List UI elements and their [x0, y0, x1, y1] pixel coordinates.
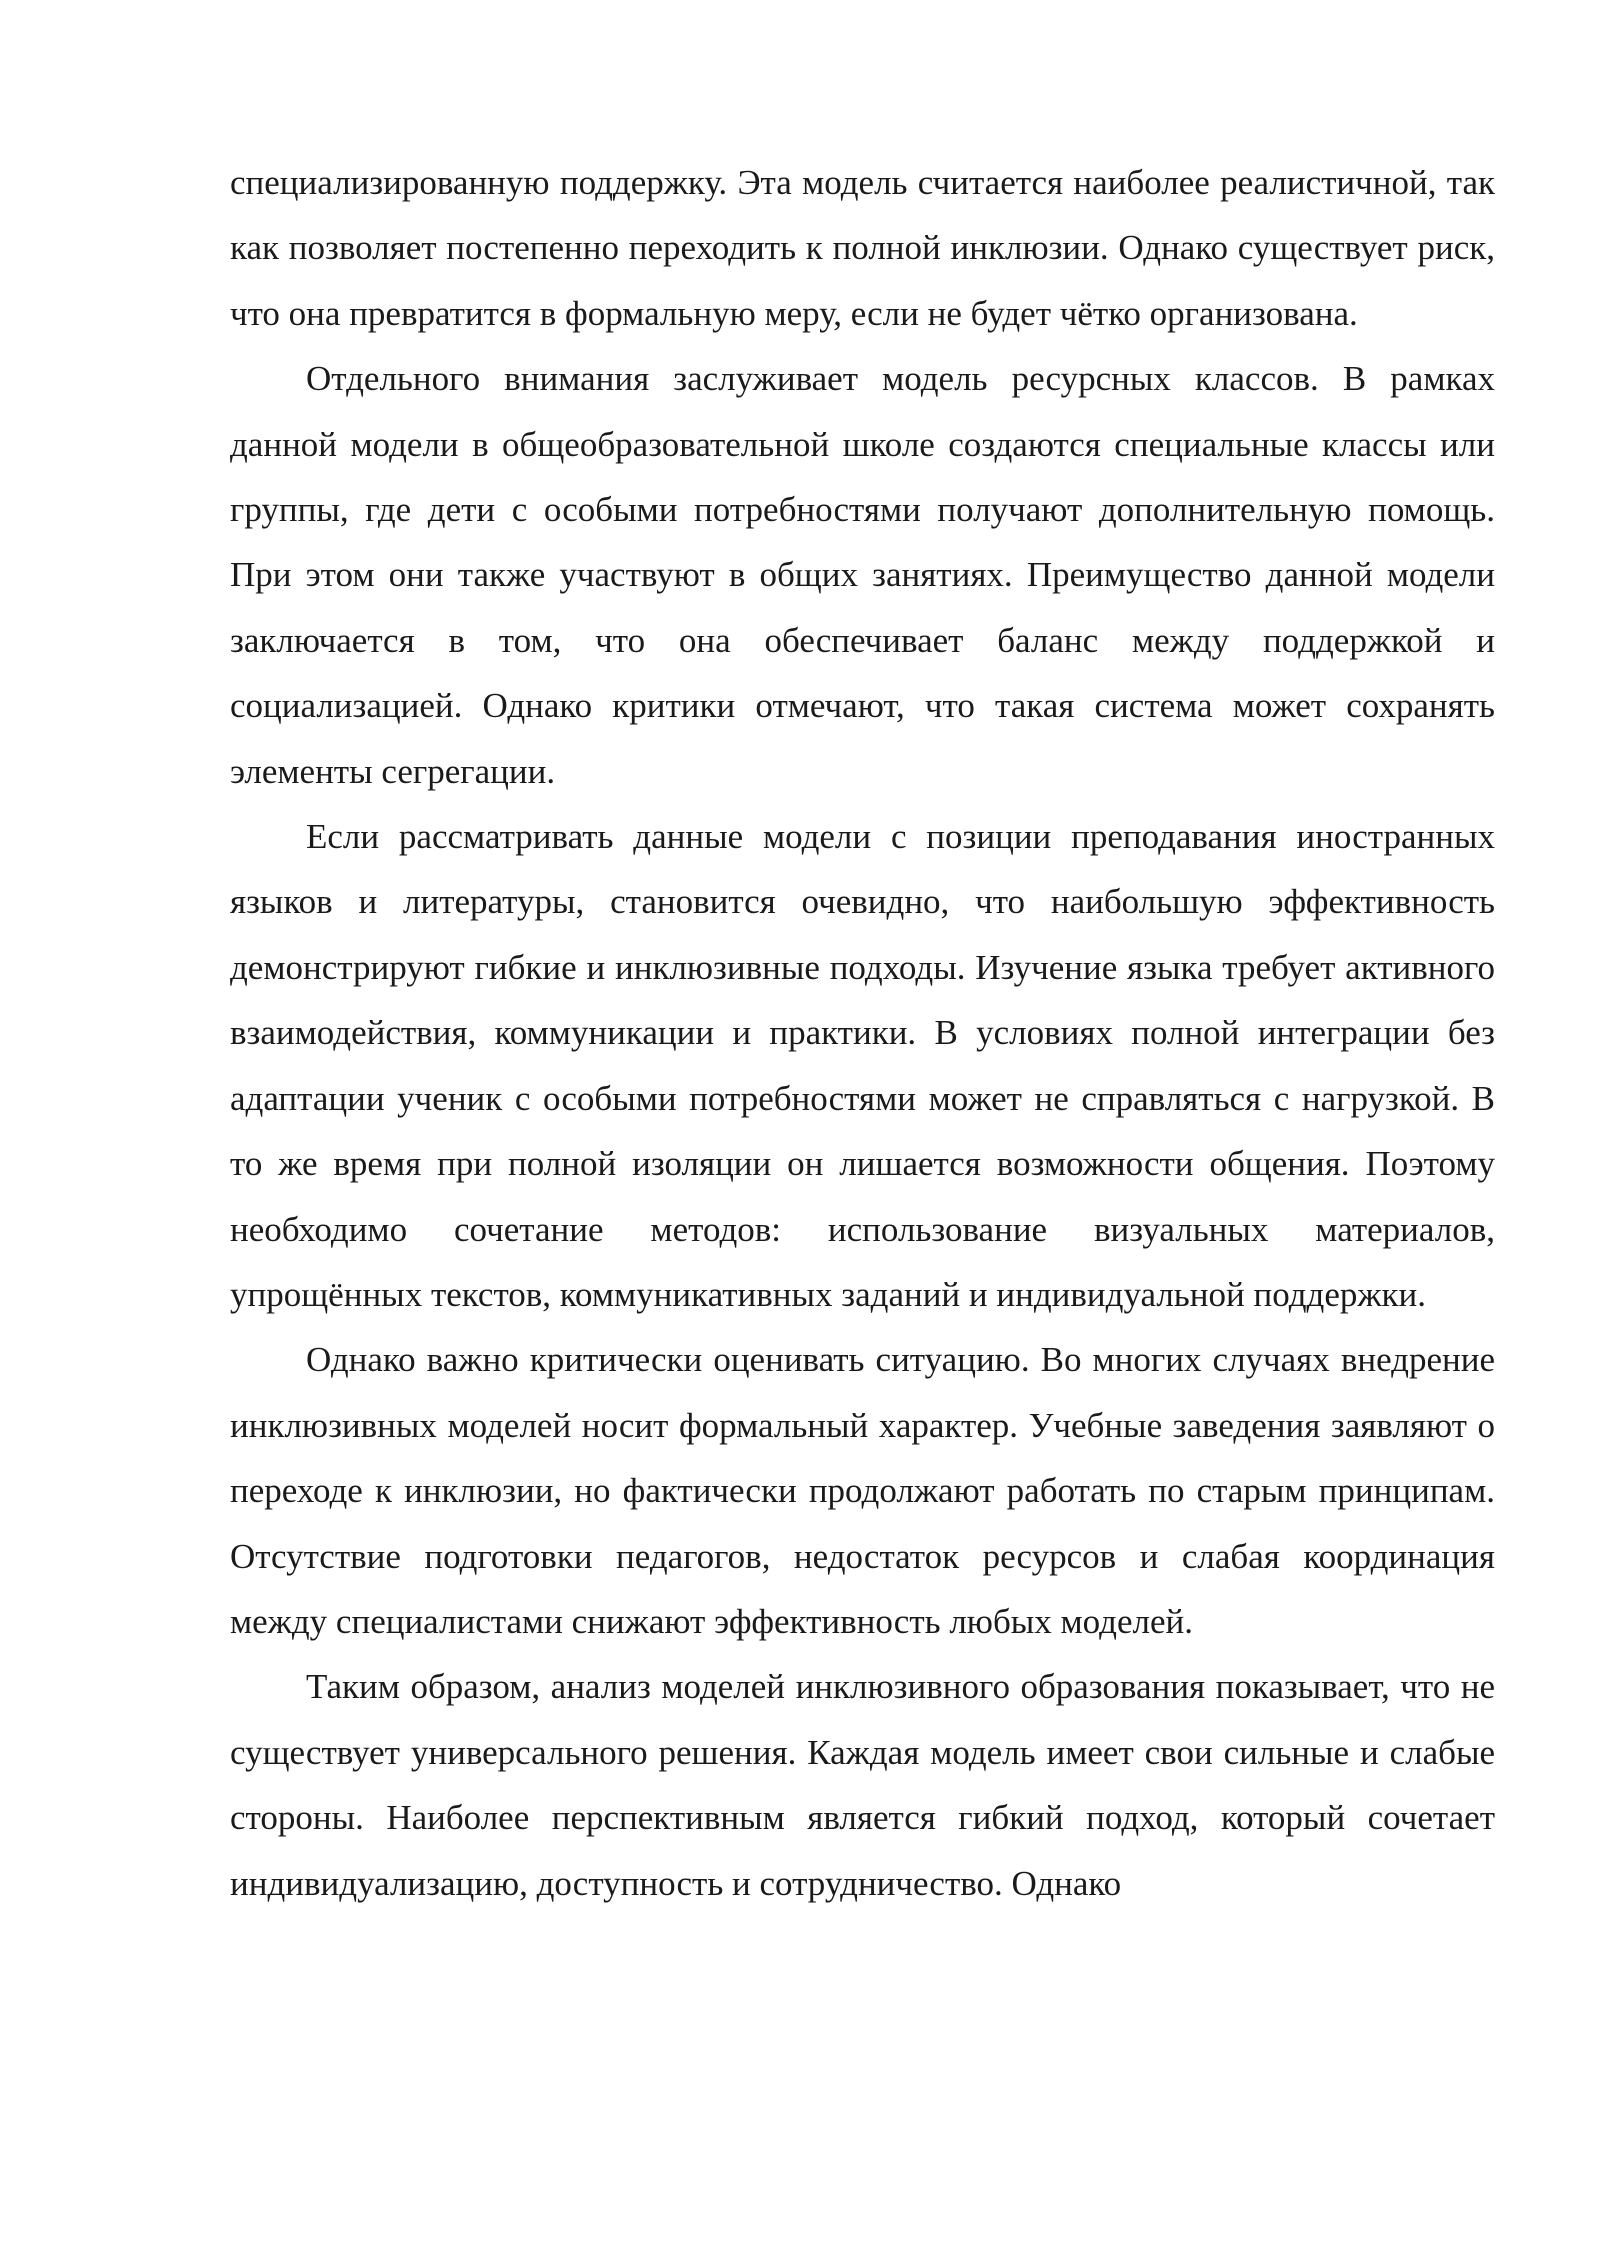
- document-body: [230, 150, 1495, 1916]
- paragraph-conclusion: Таким образом, анализ моделей инклюзивного образования показывает, что не существует универсального решения. Каждая модель имеет свои сильные и слабые стороны. Наиболее перспективным является гибкий подход, который сочетает индивидуализацию, доступность и сотрудничество. Однако: [230, 1667, 1495, 1903]
- paragraph-continuation: специализированную поддержку. Эта модель считается наиболее реалистичной, так как позволяет постепенно переходить к полной инклюзии. Однако существует риск, что она превратится в формальную меру, если не будет чётко организована.: [230, 163, 1495, 333]
- paragraph-resource-classes: Отдельного внимания заслуживает модель ресурсных классов. В рамках данной модели в общеобразовательной школе создаются специальные классы или группы, где дети с особыми потребностями получают дополнительную помощь. При этом они также участвуют в общих занятиях. Преимущество данной модели заключается в том, что она обеспечивает баланс между поддержкой и социализацией. Однако критики отмечают, что такая система может сохранять элементы сегрегации.: [230, 359, 1495, 791]
- paragraph-critical-assessment: Однако важно критически оценивать ситуацию. Во многих случаях внедрение инклюзивных моделей носит формальный характер. Учебные заведения заявляют о переходе к инклюзии, но фактически продолжают работать по старым принципам. Отсутствие подготовки педагогов, недостаток ресурсов и слабая координация между специалистами снижают эффективность любых моделей.: [230, 1340, 1495, 1641]
- paragraph-foreign-languages: Если рассматривать данные модели с позиции преподавания иностранных языков и литературы, становится очевидно, что наибольшую эффективность демонстрируют гибкие и инклюзивные подходы. Изучение языка требует активного взаимодействия, коммуникации и практики. В условиях полной интеграции без адаптации ученик с особыми потребностями может не справляться с нагрузкой. В то же время при полной изоляции он лишается возможности общения. Поэтому необходимо сочетание методов: использование визуальных материалов, упрощённых текстов, коммуникативных заданий и индивидуальной поддержки.: [230, 817, 1495, 1314]
